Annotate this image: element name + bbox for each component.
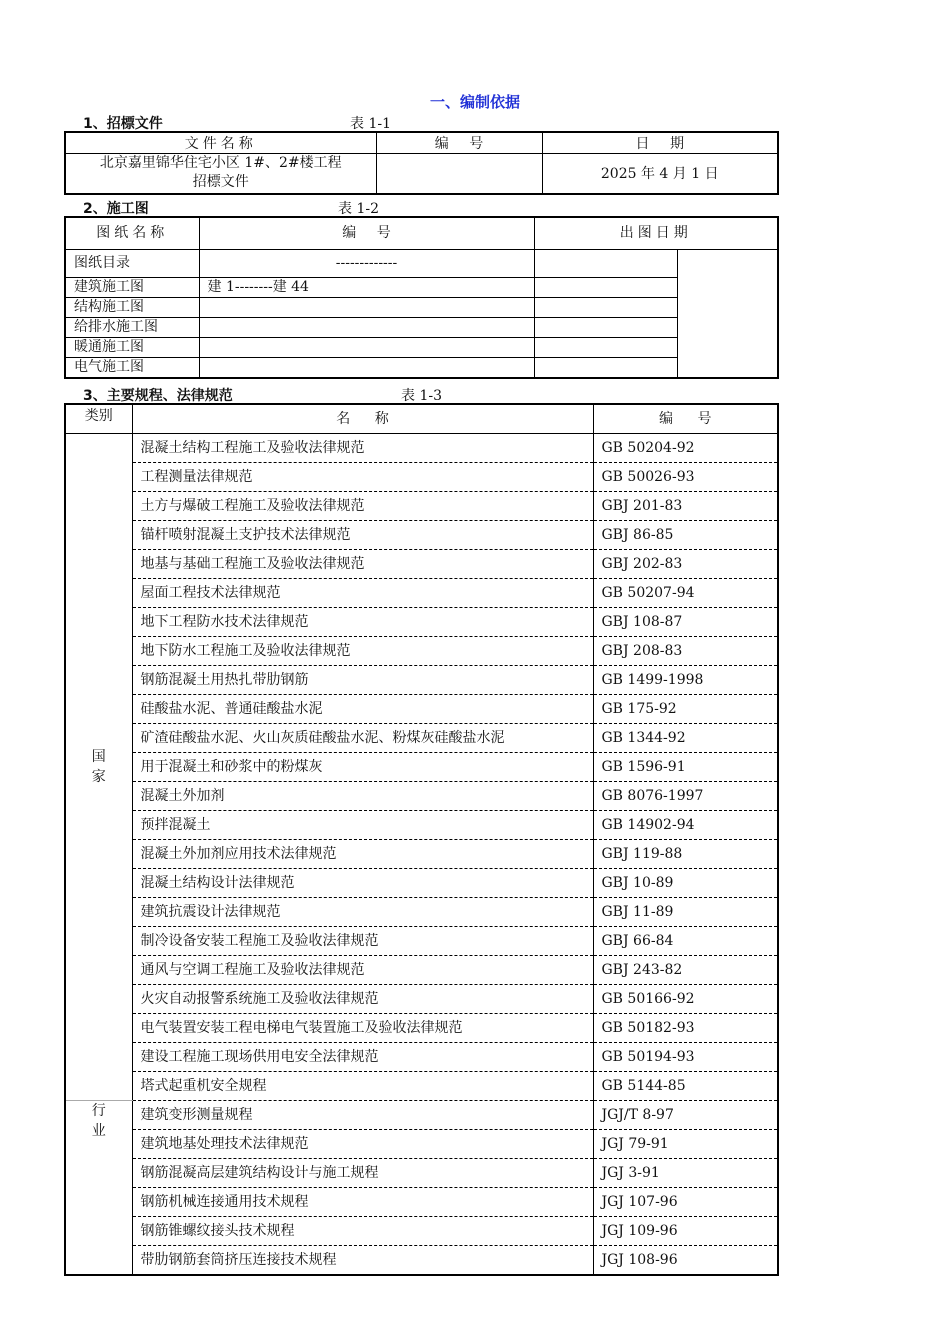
- standard-name: 建筑变形测量规程: [132, 1101, 593, 1130]
- standard-name: 钢筋机械连接通用技术规程: [132, 1188, 593, 1217]
- table-row: [65, 1217, 778, 1246]
- header-file-name: 文件名称: [65, 132, 376, 154]
- national-standards: [65, 434, 778, 1101]
- standard-name: 带肋钢筋套筒挤压连接技术规程: [132, 1246, 593, 1276]
- category-national: [65, 434, 132, 1101]
- tender-file-name-line2: 招標文件: [192, 174, 249, 191]
- table-row: [65, 695, 778, 724]
- tender-file-name: [65, 154, 376, 194]
- standard-code: GBJ 86-85: [593, 521, 778, 550]
- table-row: [65, 338, 778, 358]
- drawing-date: [534, 318, 677, 338]
- header-category: 类别: [65, 404, 132, 434]
- drawing-code: [199, 358, 534, 379]
- standard-code: GB 50026-93: [593, 463, 778, 492]
- standard-name: 通风与空调工程施工及验收法律规范: [132, 956, 593, 985]
- table-row: [65, 811, 778, 840]
- section1-heading: 1、招標文件: [83, 116, 163, 132]
- table-row: [65, 1159, 778, 1188]
- drawing-name: 图纸目录: [65, 250, 199, 278]
- table-row: [65, 840, 778, 869]
- table-row: [65, 1043, 778, 1072]
- category-industry-label: 行 业: [91, 1103, 106, 1139]
- drawing-date: [534, 278, 677, 298]
- table-row: [65, 1188, 778, 1217]
- drawing-name: 暖通施工图: [65, 338, 199, 358]
- section2-table-label: 表 1-2: [338, 201, 379, 217]
- drawing-name: 给排水施工图: [65, 318, 199, 338]
- tender-file-date: 2025 年 4 月 1 日: [542, 154, 778, 194]
- table-row: [65, 898, 778, 927]
- standard-code: JGJ 3-91: [593, 1159, 778, 1188]
- standard-code: GB 14902-94: [593, 811, 778, 840]
- drawings-table: [64, 216, 779, 379]
- table-row: [65, 318, 778, 338]
- standard-name: 钢筋混凝高层建筑结构设计与施工规程: [132, 1159, 593, 1188]
- standard-code: GB 8076-1997: [593, 782, 778, 811]
- standard-name: 锚杆喷射混凝土支护技术法律规范: [132, 521, 593, 550]
- table-row: [65, 492, 778, 521]
- drawing-name: 结构施工图: [65, 298, 199, 318]
- standard-name: 地基与基础工程施工及验收法律规范: [132, 550, 593, 579]
- section3-heading: 3、主要规程、法律规范: [83, 388, 233, 404]
- standard-name: 地下防水工程施工及验收法律规范: [132, 637, 593, 666]
- table-row: [65, 278, 778, 298]
- table-row: [65, 724, 778, 753]
- drawing-date: [534, 338, 677, 358]
- header-issue-date: 出图日期: [534, 217, 778, 250]
- table-row: [65, 753, 778, 782]
- standard-code: GBJ 10-89: [593, 869, 778, 898]
- header-date: 日 期: [542, 132, 778, 154]
- standard-name: 混凝土结构设计法律规范: [132, 869, 593, 898]
- drawing-name: 建筑施工图: [65, 278, 199, 298]
- table-row: [65, 666, 778, 695]
- drawing-code: [199, 318, 534, 338]
- table-row: [65, 463, 778, 492]
- standard-code: GB 1499-1998: [593, 666, 778, 695]
- standard-name: 混凝土外加剂: [132, 782, 593, 811]
- drawing-date: [534, 358, 677, 379]
- header-standard-name: 名 称: [132, 404, 593, 434]
- standard-code: GB 50166-92: [593, 985, 778, 1014]
- section1-table-label: 表 1-1: [350, 116, 391, 132]
- standard-code: JGJ 107-96: [593, 1188, 778, 1217]
- table-header-row: [65, 404, 778, 434]
- standard-code: GB 50182-93: [593, 1014, 778, 1043]
- standard-name: 火灾自动报警系统施工及验收法律规范: [132, 985, 593, 1014]
- table-row: [65, 956, 778, 985]
- standard-name: 屋面工程技术法律规范: [132, 579, 593, 608]
- tender-file-code: [376, 154, 542, 194]
- category-national-label: 国 家: [91, 749, 106, 785]
- table-row: [65, 985, 778, 1014]
- drawing-date: [534, 250, 677, 278]
- empty-cell: [677, 250, 778, 379]
- table-row: [65, 579, 778, 608]
- table-row: [65, 358, 778, 379]
- tender-file-name-line1: 北京嘉里锦华住宅小区 1#、2#楼工程: [99, 155, 342, 172]
- section2-heading: 2、施工图: [83, 201, 149, 217]
- table-row: [65, 1246, 778, 1276]
- table-row: [65, 521, 778, 550]
- page-title: 一、编制依据: [429, 93, 520, 111]
- standard-code: GBJ 201-83: [593, 492, 778, 521]
- standard-code: JGJ 109-96: [593, 1217, 778, 1246]
- standard-code: GB 5144-85: [593, 1072, 778, 1101]
- standard-name: 土方与爆破工程施工及验收法律规范: [132, 492, 593, 521]
- standard-name: 塔式起重机安全规程: [132, 1072, 593, 1101]
- table-row: [65, 869, 778, 898]
- standard-name: 混凝土外加剂应用技术法律规范: [132, 840, 593, 869]
- standard-code: GB 50207-94: [593, 579, 778, 608]
- tender-documents-table: [64, 131, 779, 195]
- drawing-code: [199, 338, 534, 358]
- table-row: [65, 608, 778, 637]
- standard-code: GBJ 108-87: [593, 608, 778, 637]
- standard-name: 建筑地基处理技术法律规范: [132, 1130, 593, 1159]
- header-drawing-code: 编 号: [199, 217, 534, 250]
- category-industry: [65, 1101, 132, 1276]
- standard-name: 预拌混凝土: [132, 811, 593, 840]
- standard-code: GBJ 119-88: [593, 840, 778, 869]
- standard-code: GB 175-92: [593, 695, 778, 724]
- standard-code: GB 1344-92: [593, 724, 778, 753]
- drawing-code: 建 1--------建 44: [199, 278, 534, 298]
- standard-code: GB 50194-93: [593, 1043, 778, 1072]
- drawing-code: [199, 298, 534, 318]
- standards-table: [64, 403, 779, 1276]
- section3-table-label: 表 1-3: [401, 388, 442, 404]
- standard-code: GBJ 11-89: [593, 898, 778, 927]
- drawing-code: -------------: [199, 250, 534, 278]
- table-header-row: [65, 217, 778, 250]
- table-row: [65, 154, 778, 194]
- standard-code: GBJ 208-83: [593, 637, 778, 666]
- standard-code: GB 50204-92: [593, 434, 778, 463]
- standard-code: GBJ 202-83: [593, 550, 778, 579]
- standard-name: 硅酸盐水泥、普通硅酸盐水泥: [132, 695, 593, 724]
- standard-code: JGJ 79-91: [593, 1130, 778, 1159]
- standard-name: 地下工程防水技术法律规范: [132, 608, 593, 637]
- table-row: [65, 550, 778, 579]
- header-code: 编 号: [376, 132, 542, 154]
- standard-name: 制冷设备安装工程施工及验收法律规范: [132, 927, 593, 956]
- standard-name: 建筑抗震设计法律规范: [132, 898, 593, 927]
- drawing-name: 电气施工图: [65, 358, 199, 379]
- table-row: [65, 637, 778, 666]
- table-row: [65, 1072, 778, 1101]
- table-row: [65, 298, 778, 318]
- table-row: [65, 782, 778, 811]
- table-row: [65, 927, 778, 956]
- table-header-row: [65, 132, 778, 154]
- standard-code: JGJ 108-96: [593, 1246, 778, 1276]
- standard-name: 工程测量法律规范: [132, 463, 593, 492]
- standard-name: 电气装置安装工程电梯电气装置施工及验收法律规范: [132, 1014, 593, 1043]
- standard-name: 混凝土结构工程施工及验收法律规范: [132, 434, 593, 463]
- table-row: [65, 1014, 778, 1043]
- table-row: [65, 250, 778, 278]
- standard-code: GB 1596-91: [593, 753, 778, 782]
- standard-name: 矿渣硅酸盐水泥、火山灰质硅酸盐水泥、粉煤灰硅酸盐水泥: [132, 724, 593, 753]
- standard-code: JGJ/T 8-97: [593, 1101, 778, 1130]
- drawing-date: [534, 298, 677, 318]
- standard-name: 钢筋锥螺纹接头技术规程: [132, 1217, 593, 1246]
- table-row: [65, 1130, 778, 1159]
- header-standard-code: 编 号: [593, 404, 778, 434]
- standard-code: GBJ 66-84: [593, 927, 778, 956]
- standard-code: GBJ 243-82: [593, 956, 778, 985]
- standard-name: 用于混凝土和砂浆中的粉煤灰: [132, 753, 593, 782]
- table-row: [65, 434, 778, 463]
- header-drawing-name: 图纸名称: [65, 217, 199, 250]
- standard-name: 建设工程施工现场供用电安全法律规范: [132, 1043, 593, 1072]
- table-row: [65, 1101, 778, 1130]
- standard-name: 钢筋混凝土用热扎带肋钢筋: [132, 666, 593, 695]
- industry-standards: [65, 1101, 778, 1276]
